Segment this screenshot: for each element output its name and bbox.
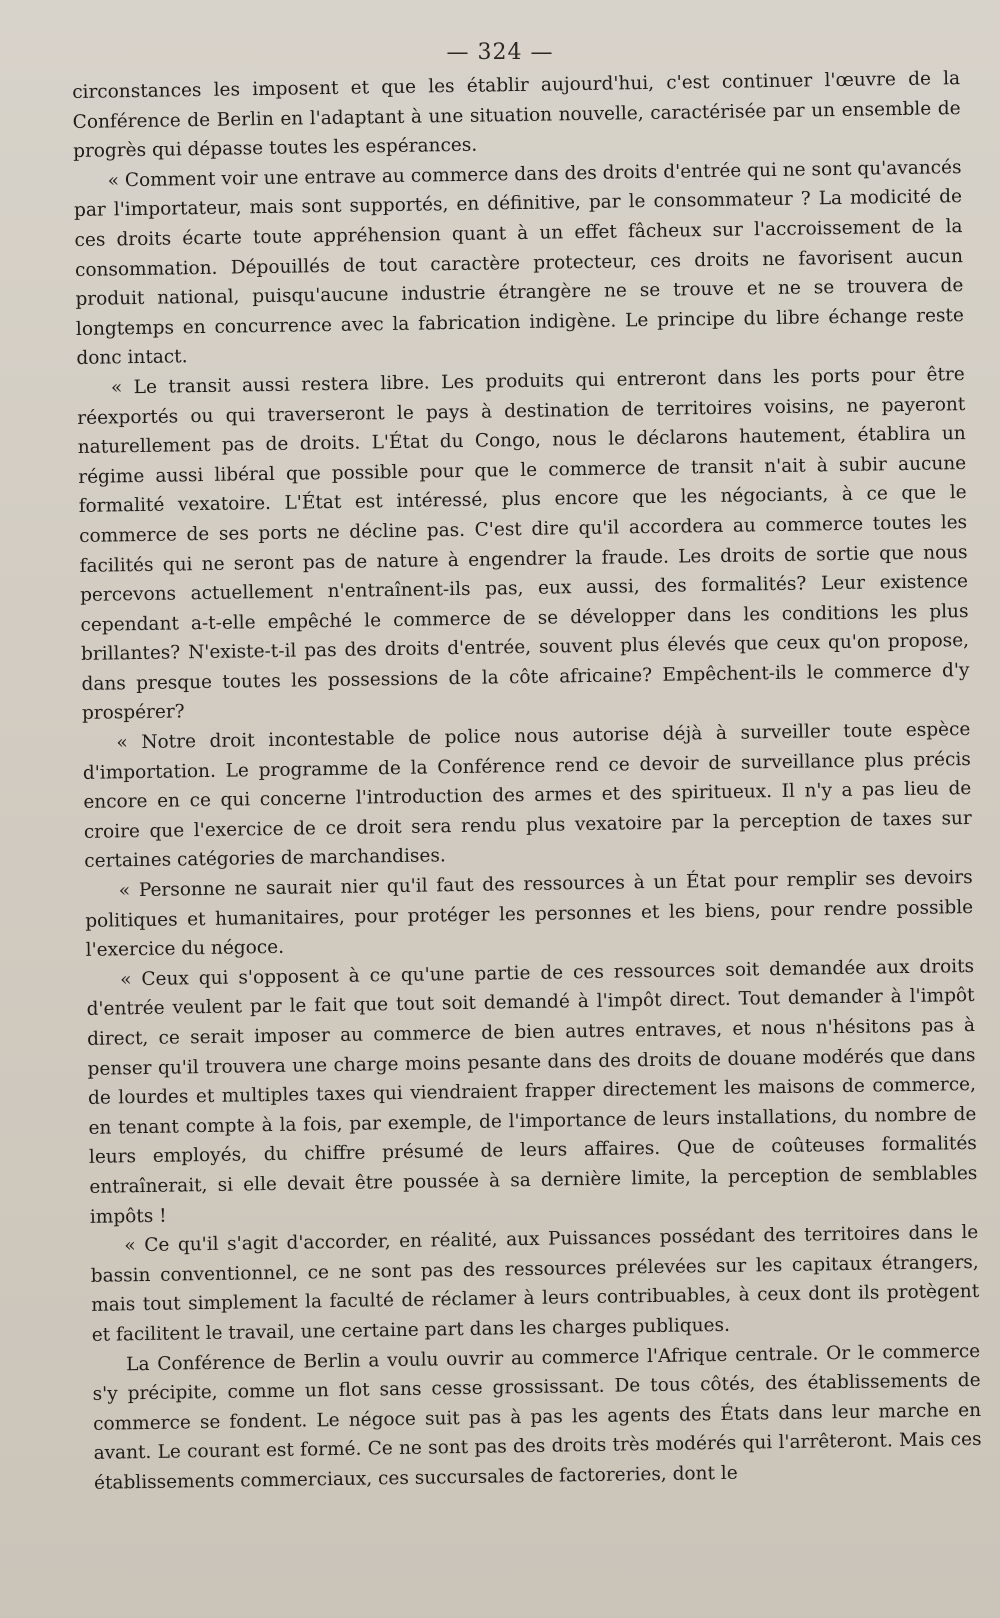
paragraph: « Notre droit incontestable de police nous autorise déjà à surveiller toute espèce d'importation. Le programme de la Conférence rend ce devoir de surveillance plus précis encore en ce qui concerne l'introduction des armes et des spiritueux. Il n'y a pas lieu de croire que l'exercice de ce droit sera rendu plus vexatoire par la perception de taxes sur certaines catégories de marchandises.	[82, 719, 972, 873]
paragraph: « Personne ne saurait nier qu'il faut des ressources à un État pour remplir ses devoirs politiques et humanitaires, pour protéger les personnes et les biens, pour rendre possible l'exercice du négoce.	[85, 866, 974, 962]
paragraph: « Ce qu'il s'agit d'accorder, en réalité, aux Puissances possédant des territoires dans le bassin conventionnel, ce ne sont pas des ressources prélevées sur les capitaux étrangers, mais tout simplement la faculté de réclamer à leurs contribuables, à ceux dont ils protègent et facilitent le travail, une certaine part dans les charges publiques.	[90, 1222, 980, 1346]
paragraph: « Le transit aussi restera libre. Les produits qui entreront dans les ports pour être réexportés ou qui traverseront le pays à destination de territoires voisins, ne payeront naturellement pas de droits. L'État du Congo, nous le déclarons hautement, établira un régime aussi libéral que possible pour que le commerce de transit n'ait à subir aucune formalité vexatoire. L'État est intéressé, plus encore que les négociants, à ce que le commerce de ses ports ne décline pas. C'est dire qu'il accordera au commerce toutes les facilités qui ne seront pas de nature à engendrer la fraude. Les droits de sortie que nous percevons actuellement n'entraînent-ils pas, eux aussi, des formalités? Leur existence cependant a-t-elle empêché le commerce de se développer dans les conditions les plus brillantes? N'existe-t-il pas des droits d'entrée, souvent plus élevés que ceux qu'on propose, dans presque toutes les possessions de la côte africaine? Empêchent-ils le commerce d'y prospérer?	[77, 363, 970, 725]
paragraph: « Ceux qui s'opposent à ce qu'une partie de ces ressources soit demandée aux droits d'entrée veulent par le fait que tout soit demandé à l'impôt direct. Tout demander à l'impôt direct, ce serait imposer au commerce de bien autres entraves, et nous n'hésitons pas à penser qu'il trouvera une charge moins pesante dans des droits de douane modérés que dans de lourdes et multiples taxes qui viendraient frapper directement les maisons de commerce, en tenant compte à la fois, par exemple, de l'importance de leurs installations, du nombre de leurs employés, du chiffre présumé de leurs affaires. Que de coûteuses formalités entraînerait, si elle devait être poussée à sa dernière limite, la perception de semblables impôts !	[86, 955, 978, 1228]
body-text	[72, 64, 982, 1498]
paragraph: La Conférence de Berlin a voulu ouvrir au commerce l'Afrique centrale. Or le commerce s'y précipite, comme un flot sans cesse grossissant. De tous côtés, des établissements de commerce se fondent. Le négoce suit pas à pas les agents des États dans leur marche en avant. Le courant est formé. Ce ne sont pas des droits très modérés qui l'arrêteront. Mais ces établissements commerciaux, ces succursales de factoreries, dont le	[92, 1340, 982, 1494]
page-number: — 324 —	[446, 40, 554, 65]
paragraph: circonstances les imposent et que les établir aujourd'hui, c'est continuer l'œuvre de la Conférence de Berlin en l'adaptant à une situation nouvelle, caractérisée par un ensemble de progrès qui dépasse toutes les espérances.	[72, 68, 961, 163]
paragraph: « Comment voir une entrave au commerce dans des droits d'entrée qui ne sont qu'avancés par l'importateur, mais sont supportés, en définitive, par le consommateur ? La modicité de ces droits écarte toute appréhension quant à un effet fâcheux sur l'accroissement de la consommation. Dépouillés de tout caractère protecteur, ces droits ne favorisent aucun produit national, puisqu'aucune industrie étrangère ne se trouve et ne se trouvera de longtemps en concurrence avec la fabrication indigène. Le principe du libre échange reste donc intact.	[73, 156, 965, 370]
